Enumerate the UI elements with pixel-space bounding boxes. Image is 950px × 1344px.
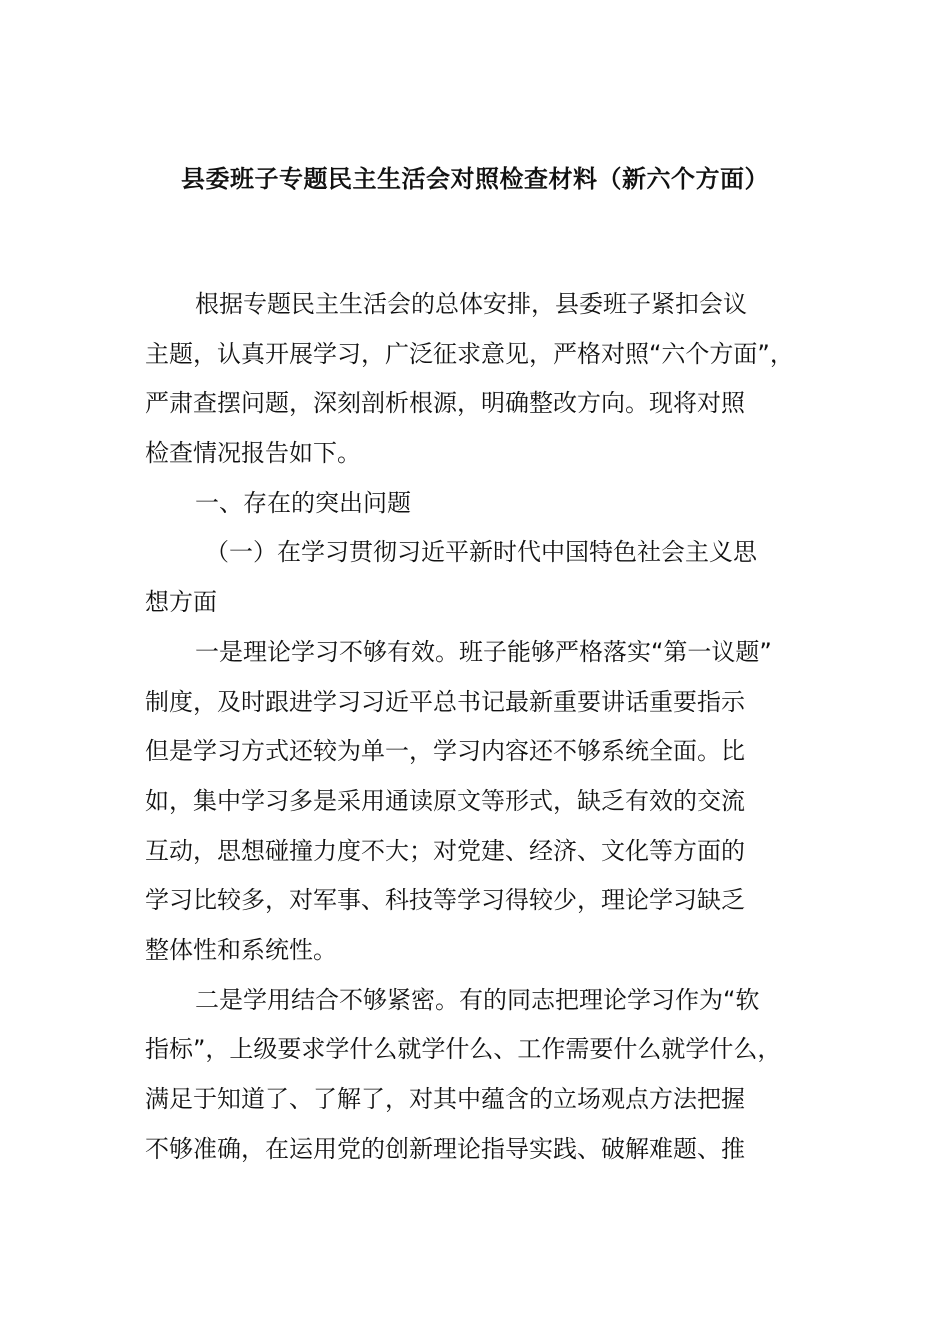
intro-paragraph bbox=[145, 280, 835, 479]
paragraph-line: 指标”，上级要求学什么就学什么、工作需要什么就学什么， bbox=[145, 1035, 782, 1064]
paragraph-line: 互动，思想碰撞力度不大；对党建、经济、文化等方面的 bbox=[145, 836, 745, 865]
paragraph-line: （一）在学习贯彻习近平新时代中国特色社会主义思 bbox=[205, 538, 757, 567]
paragraph-line: 制度，及时跟进学习习近平总书记最新重要讲话重要指示 bbox=[145, 687, 745, 716]
paragraph-line: 想方面 bbox=[145, 588, 217, 617]
paragraph-line: 严肃查摆问题，深刻剖析根源，明确整改方向。现将对照 bbox=[145, 389, 745, 418]
paragraph-line: 根据专题民主生活会的总体安排，县委班子紧扣会议 bbox=[195, 290, 747, 318]
paragraph-line: 检查情况报告如下。 bbox=[145, 439, 361, 468]
paragraph-line: 但是学习方式还较为单一，学习内容还不够系统全面。比 bbox=[145, 737, 745, 766]
paragraph-line: 如，集中学习多是采用通读原文等形式，缺乏有效的交流 bbox=[145, 786, 745, 815]
section-heading: 一、存在的突出问题 bbox=[195, 488, 411, 517]
document-body bbox=[145, 280, 835, 1174]
paragraph-line: 整体性和系统性。 bbox=[145, 935, 337, 964]
paragraph-line: 一是理论学习不够有效。班子能够严格落实“第一议题” bbox=[195, 637, 772, 666]
point-two-paragraph bbox=[145, 976, 835, 1175]
document-title: 县委班子专题民主生活会对照检查材料（新六个方面） bbox=[181, 165, 769, 193]
point-one-paragraph bbox=[145, 628, 835, 976]
paragraph-line: 二是学用结合不够紧密。有的同志把理论学习作为“软 bbox=[195, 985, 760, 1014]
paragraph-line: 主题，认真开展学习，广泛征求意见，严格对照“六个方面”， bbox=[145, 339, 794, 368]
paragraph-line: 学习比较多，对军事、科技等学习得较少，理论学习缺乏 bbox=[145, 886, 745, 915]
paragraph-line: 满足于知道了、了解了，对其中蕴含的立场观点方法把握 bbox=[145, 1085, 745, 1113]
paragraph-line: 不够准确，在运用党的创新理论指导实践、破解难题、推 bbox=[145, 1134, 745, 1163]
subsection-heading bbox=[145, 528, 835, 627]
